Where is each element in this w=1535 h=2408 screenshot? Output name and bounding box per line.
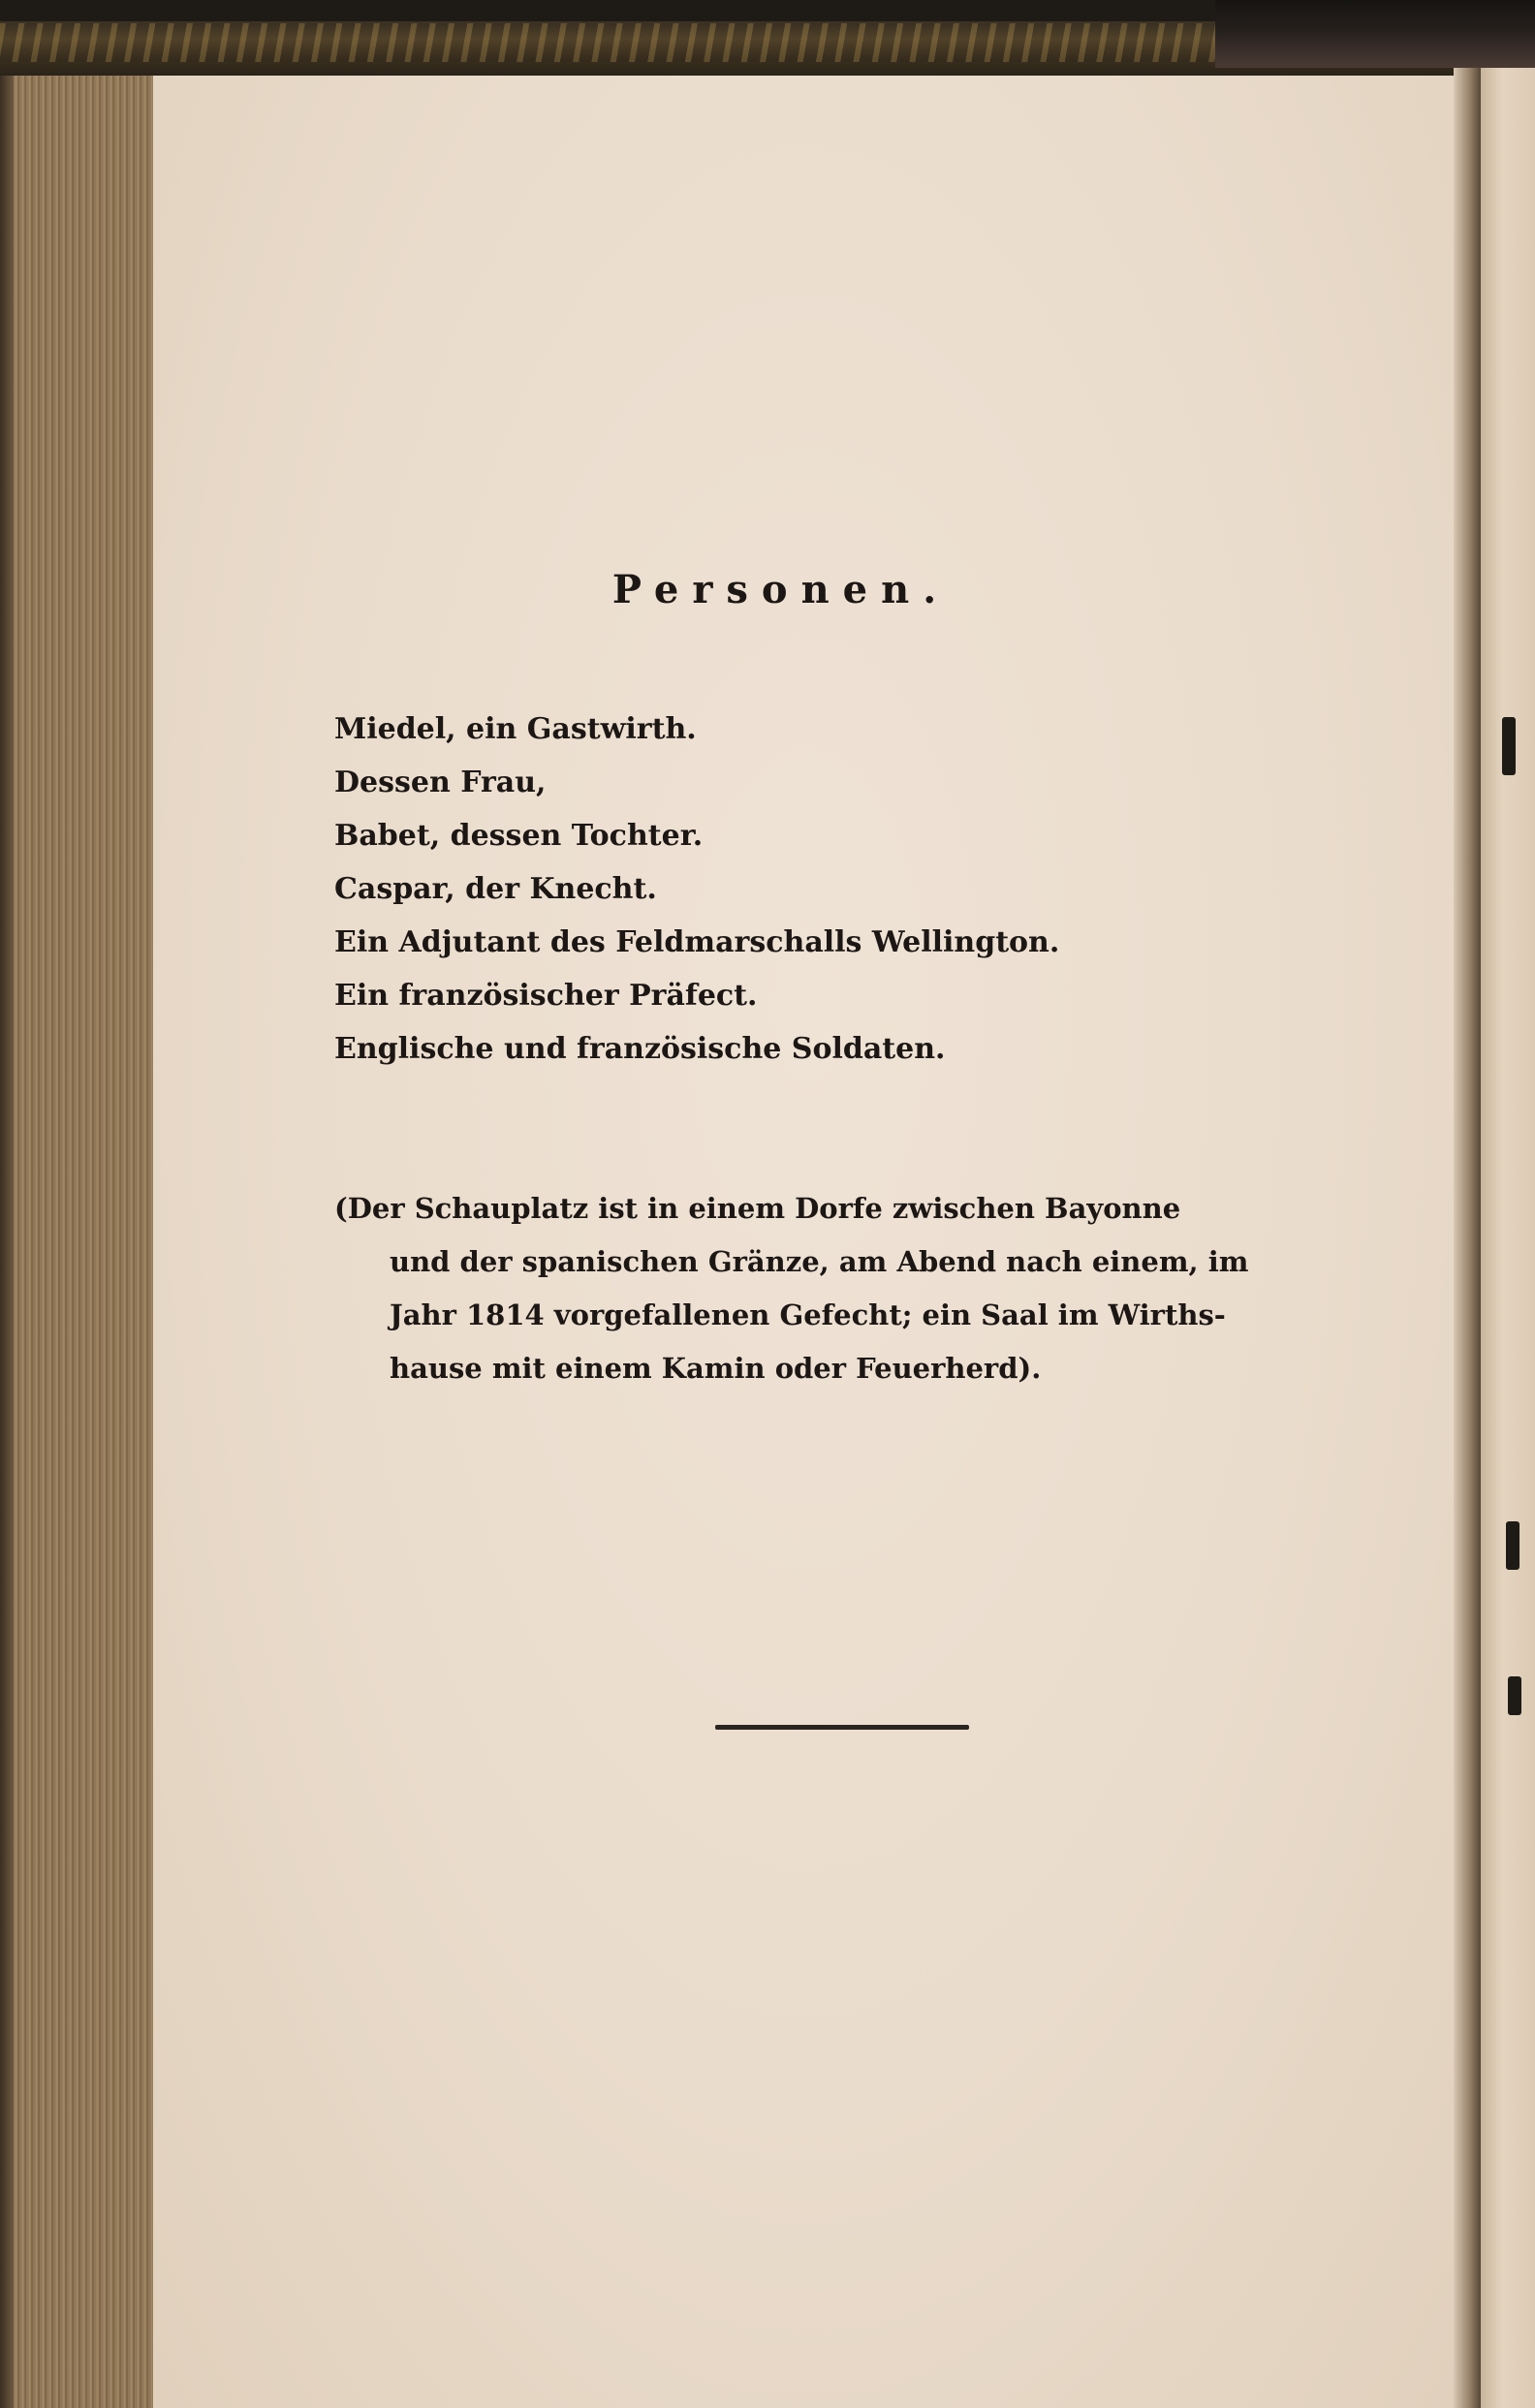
- cast-entry: Englische und französische Soldaten.: [334, 1032, 946, 1066]
- cast-entry: Caspar, der Knecht.: [334, 872, 657, 906]
- facing-page-sliver: [1481, 68, 1535, 2408]
- page-edges-stack: [0, 76, 163, 2408]
- section-divider-rule: [715, 1725, 969, 1730]
- stage-direction-line: (Der Schauplatz ist in einem Dorfe zwischen Bayonne: [334, 1192, 1181, 1225]
- stage-direction-line: und der spanischen Gränze, am Abend nach einem, im: [390, 1245, 1249, 1278]
- book-cover-corner: [1215, 0, 1535, 68]
- book-gutter: [1454, 68, 1483, 2408]
- stage-direction-line: hause mit einem Kamin oder Feuerherd).: [390, 1352, 1042, 1385]
- page-heading: Personen.: [611, 567, 951, 612]
- stage-direction-line: Jahr 1814 vorgefallenen Gefecht; ein Saal im Wirths-: [390, 1298, 1226, 1331]
- cast-entry: Ein französischer Präfect.: [334, 979, 758, 1013]
- cast-entry: Babet, dessen Tochter.: [334, 819, 704, 853]
- cast-list: [334, 703, 1059, 1076]
- cast-entry: Ein Adjutant des Feldmarschalls Wellington.: [334, 925, 1060, 959]
- facing-page-ink-mark: [1502, 717, 1516, 775]
- stage-direction: [334, 1182, 1248, 1395]
- facing-page-ink-mark: [1506, 1521, 1519, 1570]
- cast-entry: Dessen Frau,: [334, 766, 547, 799]
- cast-entry: Miedel, ein Gastwirth.: [334, 712, 697, 746]
- facing-page-ink-mark: [1508, 1676, 1521, 1715]
